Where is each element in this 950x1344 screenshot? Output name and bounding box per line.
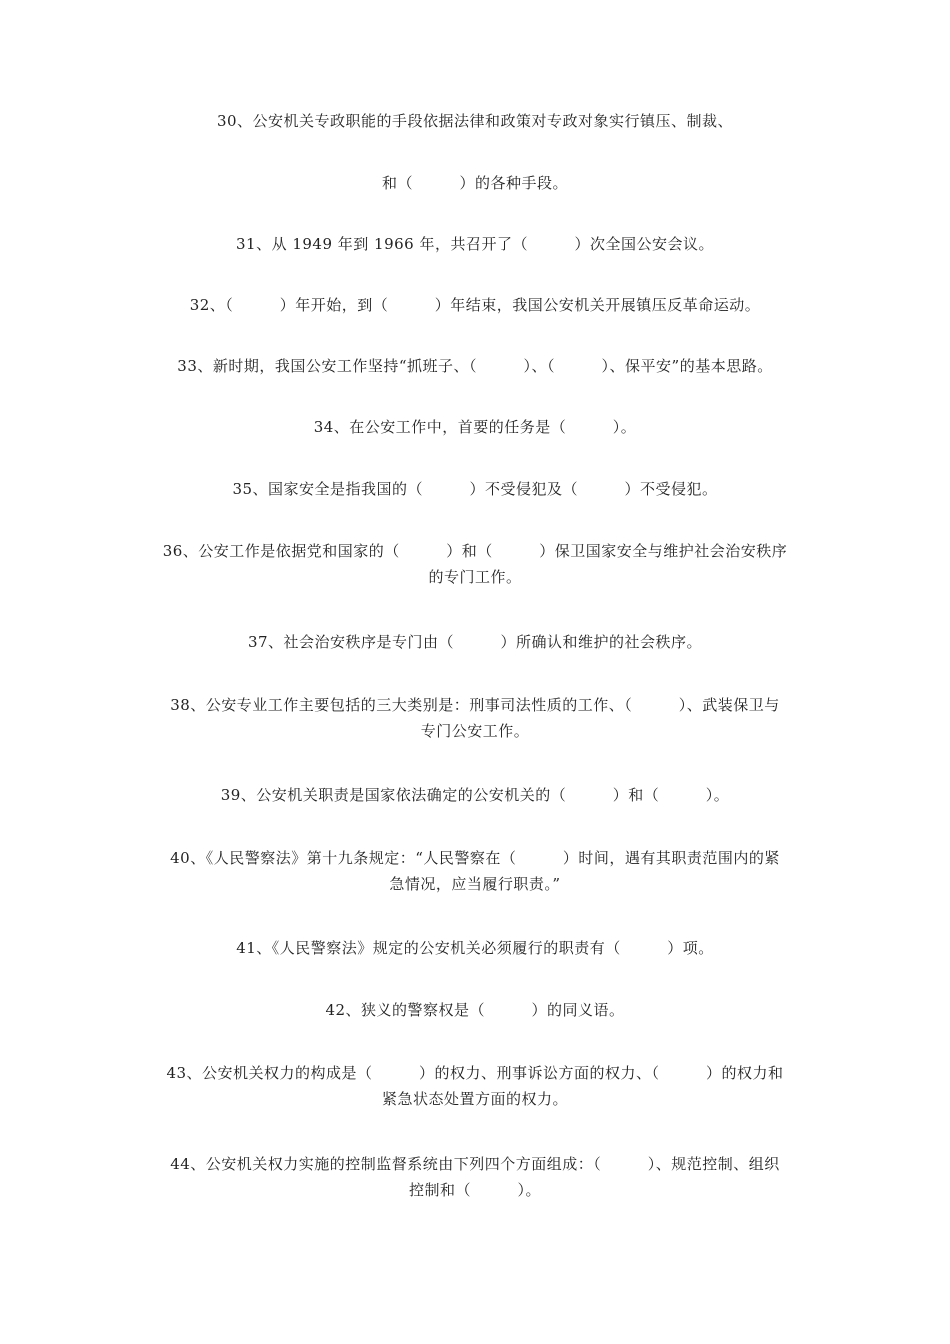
- question-38-line2: 专门公安工作。: [420, 722, 530, 740]
- question-30-line1: 30、公安机关专政职能的手段依据法律和政策对专政对象实行镇压、制裁、: [216, 112, 734, 130]
- question-32: [140, 292, 810, 318]
- question-36-line2: 的专门工作。: [428, 568, 522, 586]
- question-31-text: 31、从 1949 年到 1966 年，共召开了（ ）次全国公安会议。: [235, 235, 714, 253]
- question-39: [140, 782, 810, 808]
- question-40: [140, 845, 810, 897]
- question-44-line2: 控制和（ ）。: [408, 1181, 541, 1199]
- question-44-line1: 44、公安机关权力实施的控制监督系统由下列四个方面组成：（ ）、规范控制、组织: [170, 1155, 780, 1173]
- question-30-line2: 和（ ）的各种手段。: [381, 174, 568, 192]
- question-42: [140, 997, 810, 1023]
- question-40-line1: 40、《人民警察法》第十九条规定：“人民警察在（ ）时间，遇有其职责范围内的紧: [170, 849, 780, 867]
- question-38: [140, 692, 810, 744]
- question-38-line1: 38、公安专业工作主要包括的三大类别是：刑事司法性质的工作、（ ）、武装保卫与: [170, 696, 780, 714]
- question-42-text: 42、狭义的警察权是（ ）的同义语。: [325, 1001, 625, 1019]
- question-41: [140, 935, 810, 961]
- question-34-text: 34、在公安工作中，首要的任务是（ ）。: [313, 418, 637, 436]
- question-33: [140, 353, 810, 379]
- question-43-line2: 紧急状态处置方面的权力。: [381, 1090, 568, 1108]
- question-41-text: 41、《人民警察法》规定的公安机关必须履行的职责有（ ）项。: [236, 939, 714, 957]
- question-43-line1: 43、公安机关权力的构成是（ ）的权力、刑事诉讼方面的权力、（ ）的权力和: [166, 1064, 784, 1082]
- question-36-line1: 36、公安工作是依据党和国家的（ ）和（ ）保卫国家安全与维护社会治安秩序: [162, 542, 788, 560]
- question-39-text: 39、公安机关职责是国家依法确定的公安机关的（ ）和（ ）。: [220, 786, 730, 804]
- question-35-text: 35、国家安全是指我国的（ ）不受侵犯及（ ）不受侵犯。: [232, 480, 718, 498]
- question-33-text: 33、新时期，我国公安工作坚持“抓班子、（ ）、（ ）、保平安”的基本思路。: [177, 357, 773, 375]
- question-31: [140, 231, 810, 257]
- question-35: [140, 476, 810, 502]
- question-40-line2: 急情况，应当履行职责。”: [389, 875, 561, 893]
- question-30: [140, 108, 810, 196]
- question-37-text: 37、社会治安秩序是专门由（ ）所确认和维护的社会秩序。: [247, 633, 703, 651]
- question-43: [140, 1060, 810, 1112]
- question-36: [140, 538, 810, 590]
- question-32-text: 32、（ ）年开始，到（ ）年结束，我国公安机关开展镇压反革命运动。: [189, 296, 761, 314]
- question-37: [140, 629, 810, 655]
- question-34: [140, 414, 810, 440]
- question-44: [140, 1151, 810, 1203]
